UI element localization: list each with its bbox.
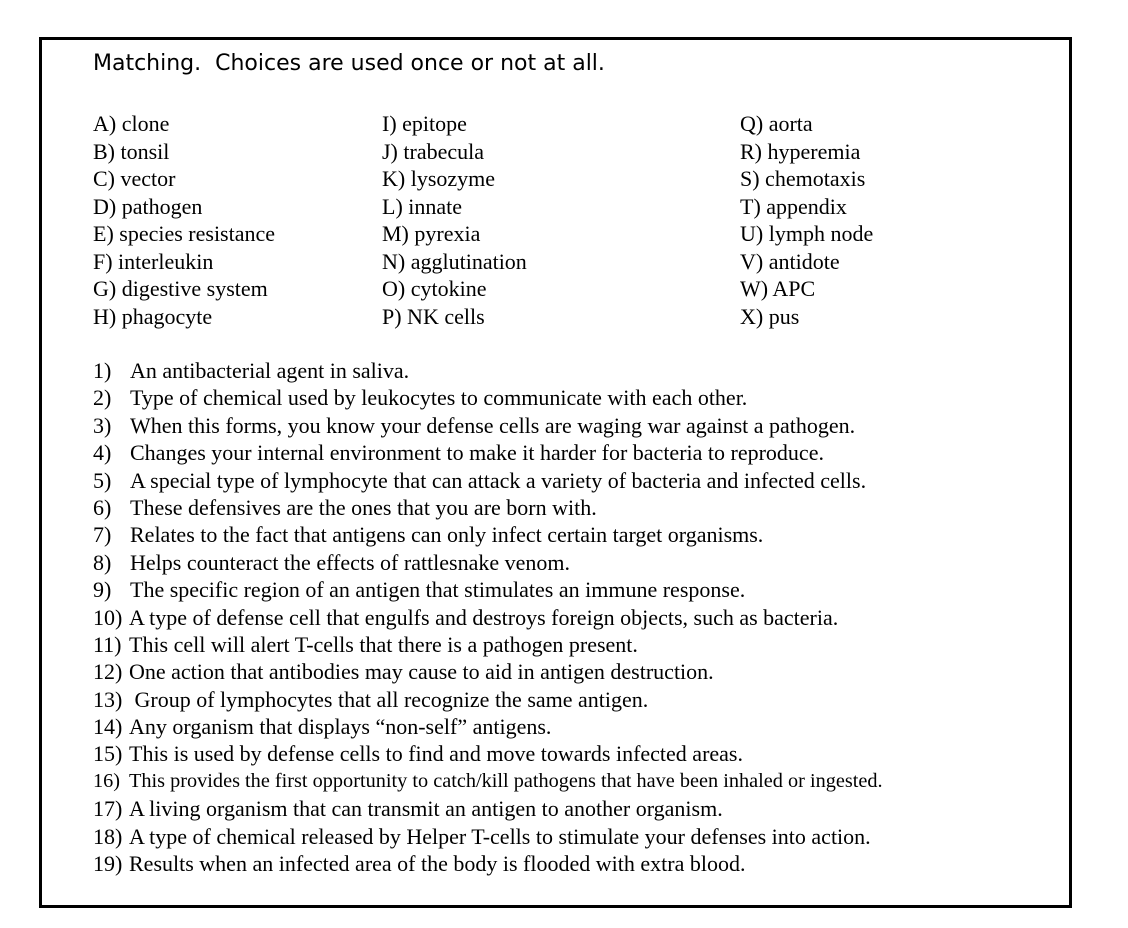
question-item: [93, 521, 993, 548]
choice-item: E) species resistance: [93, 221, 276, 246]
choice-item: V) antidote: [740, 248, 840, 274]
choice-column-3: [740, 110, 873, 330]
question-item: [93, 467, 993, 494]
question-text: An antibacterial agent in saliva.: [130, 358, 410, 383]
choice-item: J) trabecula: [382, 138, 484, 164]
question-number: 10): [93, 604, 123, 630]
question-item: [93, 823, 993, 850]
choice-item: F) interleukin: [93, 248, 214, 274]
choice-item: L) innate: [382, 193, 463, 219]
question-number: 18): [93, 823, 123, 849]
question-item: [93, 384, 993, 411]
question-number: 1): [93, 358, 112, 383]
choice-item: N) agglutination: [382, 248, 527, 274]
choice-item: Q) aorta: [740, 111, 813, 136]
question-item: [93, 357, 993, 384]
instructions-heading: Matching. Choices are used once or not at all.: [93, 51, 605, 76]
choice-item: A) clone: [93, 111, 170, 136]
question-number: 4): [93, 440, 112, 466]
question-number: 9): [93, 577, 112, 603]
question-number: 17): [93, 796, 123, 822]
choice-item: K) lysozyme: [382, 166, 496, 191]
question-number: 3): [93, 412, 112, 438]
question-text: A special type of lymphocyte that can attack a variety of bacteria and infected cells.: [130, 467, 867, 493]
question-text: Type of chemical used by leukocytes to communicate with each other.: [130, 385, 748, 411]
question-text: This provides the first opportunity to catch/kill pathogens that have been inhaled or ingested.: [129, 769, 883, 792]
choice-column-1: [93, 110, 275, 330]
question-number: 2): [93, 385, 112, 411]
question-item: [93, 412, 993, 439]
choice-item: I) epitope: [382, 111, 467, 136]
question-number: 13): [93, 686, 123, 712]
question-number: 15): [93, 741, 123, 767]
question-number: 6): [93, 494, 112, 520]
question-text: Relates to the fact that antigens can only infect certain target organisms.: [130, 522, 764, 548]
question-text: This cell will alert T-cells that there is a pathogen present.: [129, 631, 638, 657]
choice-item: S) chemotaxis: [740, 166, 866, 191]
question-item: [93, 740, 993, 767]
question-text: Changes your internal environment to make it harder for bacteria to reproduce.: [130, 440, 824, 466]
question-text: The specific region of an antigen that stimulates an immune response.: [130, 577, 746, 603]
question-item: [93, 439, 993, 466]
choice-item: T) appendix: [740, 193, 847, 219]
question-number: 7): [93, 522, 112, 548]
question-text: A type of chemical released by Helper T-cells to stimulate your defenses into action.: [129, 823, 871, 849]
choice-item: W) APC: [740, 276, 816, 301]
question-item: [93, 686, 993, 713]
question-text: A living organism that can transmit an antigen to another organism.: [129, 796, 723, 822]
choice-item: B) tonsil: [93, 138, 170, 164]
question-item: [93, 795, 993, 822]
question-text: Any organism that displays “non-self” antigens.: [129, 714, 552, 740]
question-number: 19): [93, 851, 123, 877]
question-item: [93, 604, 993, 631]
question-text: Results when an infected area of the body is flooded with extra blood.: [129, 851, 746, 877]
question-text: Helps counteract the effects of rattlesnake venom.: [130, 549, 571, 575]
question-item: [93, 631, 993, 658]
question-text: One action that antibodies may cause to aid in antigen destruction.: [129, 659, 714, 685]
choice-item: R) hyperemia: [740, 138, 861, 164]
choice-item: H) phagocyte: [93, 303, 213, 329]
choice-item: M) pyrexia: [382, 221, 481, 246]
question-text: This is used by defense cells to find and move towards infected areas.: [129, 741, 743, 767]
choice-item: C) vector: [93, 166, 176, 191]
question-item: [93, 549, 993, 576]
question-number: 11): [93, 631, 122, 657]
question-number: 16): [93, 769, 121, 792]
choice-item: D) pathogen: [93, 193, 203, 219]
question-item: [93, 713, 993, 740]
choice-item: G) digestive system: [93, 276, 268, 301]
question-number: 8): [93, 549, 112, 575]
question-item: [93, 658, 993, 685]
question-list: [93, 357, 993, 877]
question-text: A type of defense cell that engulfs and destroys foreign objects, such as bacteria.: [129, 604, 839, 630]
choice-item: P) NK cells: [382, 303, 485, 329]
choice-item: X) pus: [740, 303, 800, 329]
question-item: [93, 768, 993, 795]
question-number: 14): [93, 714, 123, 740]
question-text: Group of lymphocytes that all recognize the same antigen.: [129, 686, 649, 712]
choice-item: U) lymph node: [740, 221, 874, 246]
question-text: These defensives are the ones that you are born with.: [130, 494, 597, 520]
question-item: [93, 850, 993, 877]
question-number: 5): [93, 467, 112, 493]
question-text: When this forms, you know your defense cells are waging war against a pathogen.: [130, 412, 856, 438]
choice-bank: [0, 110, 1128, 334]
question-item: [93, 494, 993, 521]
choice-item: O) cytokine: [382, 276, 487, 301]
question-item: [93, 576, 993, 603]
choice-column-2: [382, 110, 527, 330]
question-number: 12): [93, 659, 123, 685]
